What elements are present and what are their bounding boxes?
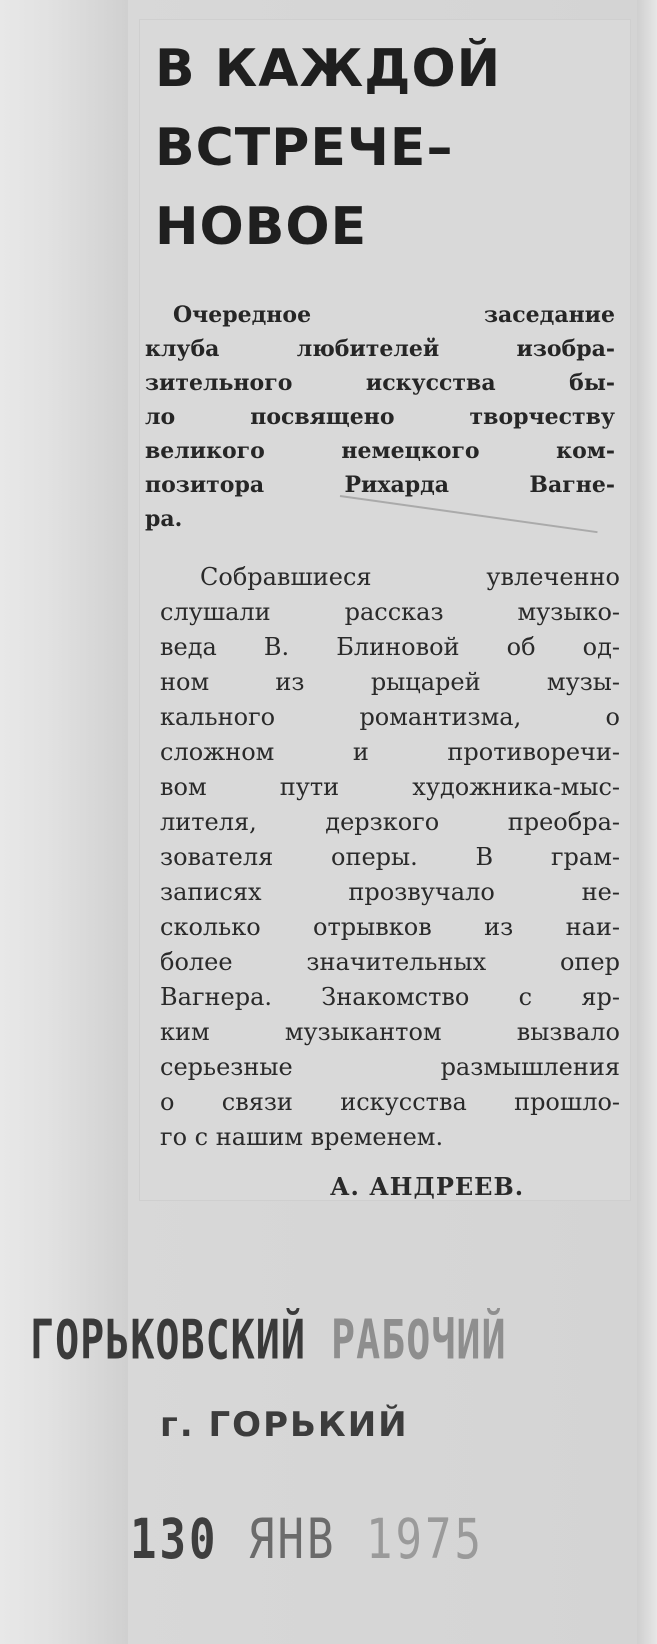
body-line: веда В. Блиновой об од- (160, 633, 620, 661)
body-line: ном из рыцарей музы- (160, 668, 620, 696)
body-line: серьезные размышления (160, 1053, 620, 1081)
body-line: о связи искусства прошло- (160, 1088, 620, 1116)
date-stamp-prefix: 1 (130, 1508, 160, 1572)
body-line: более значительных опер (160, 948, 620, 976)
body-line: записях прозвучало не- (160, 878, 620, 906)
body-line: сколько отрывков из наи- (160, 913, 620, 941)
stamp-name-faint: РАБОЧИЙ (331, 1310, 507, 1373)
scan-right-margin (637, 0, 657, 1644)
lead-line: позитора Рихарда Вагне- (145, 472, 615, 498)
newspaper-stamp-city: г. ГОРЬКИЙ (160, 1405, 409, 1445)
lead-line: ло посвящено творчеству (145, 404, 615, 430)
scan-left-margin (0, 0, 128, 1644)
article-headline (155, 30, 615, 267)
author-signature: А. АНДРЕЕВ. (330, 1172, 525, 1201)
body-line: слушали рассказ музыко- (160, 598, 620, 626)
article-body (160, 560, 620, 1155)
date-stamp-month: ЯНВ (247, 1508, 337, 1572)
body-line: Собравшиеся увлеченно (200, 563, 620, 591)
body-line: ким музыкантом вызвало (160, 1018, 620, 1046)
lead-line: ра. (145, 506, 183, 532)
headline-line: НОВОЕ (155, 197, 368, 257)
date-stamp-day: 30 (159, 1508, 219, 1572)
body-line: Вагнера. Знакомство с яр- (160, 983, 620, 1011)
date-stamp-year: 1975 (365, 1508, 484, 1572)
stamp-name-main: ГОРЬКОВСКИЙ (30, 1310, 306, 1373)
body-line: сложном и противоречи- (160, 738, 620, 766)
body-line: зователя оперы. В грам- (160, 843, 620, 871)
lead-line: клуба любителей изобра- (145, 336, 615, 362)
body-line: кального романтизма, о (160, 703, 620, 731)
body-line: го с нашим временем. (160, 1123, 444, 1151)
date-stamp (130, 1508, 550, 1572)
lead-line: зительного искусства бы- (145, 370, 615, 396)
newspaper-stamp-name (30, 1310, 630, 1372)
lead-line: Очередное заседание (173, 302, 615, 328)
headline-line: В КАЖДОЙ (155, 39, 502, 99)
lead-line: великого немецкого ком- (145, 438, 615, 464)
headline-line: ВСТРЕЧЕ– (155, 118, 454, 178)
body-line: вом пути художника-мыс- (160, 773, 620, 801)
body-line: лителя, дерзкого преобра- (160, 808, 620, 836)
